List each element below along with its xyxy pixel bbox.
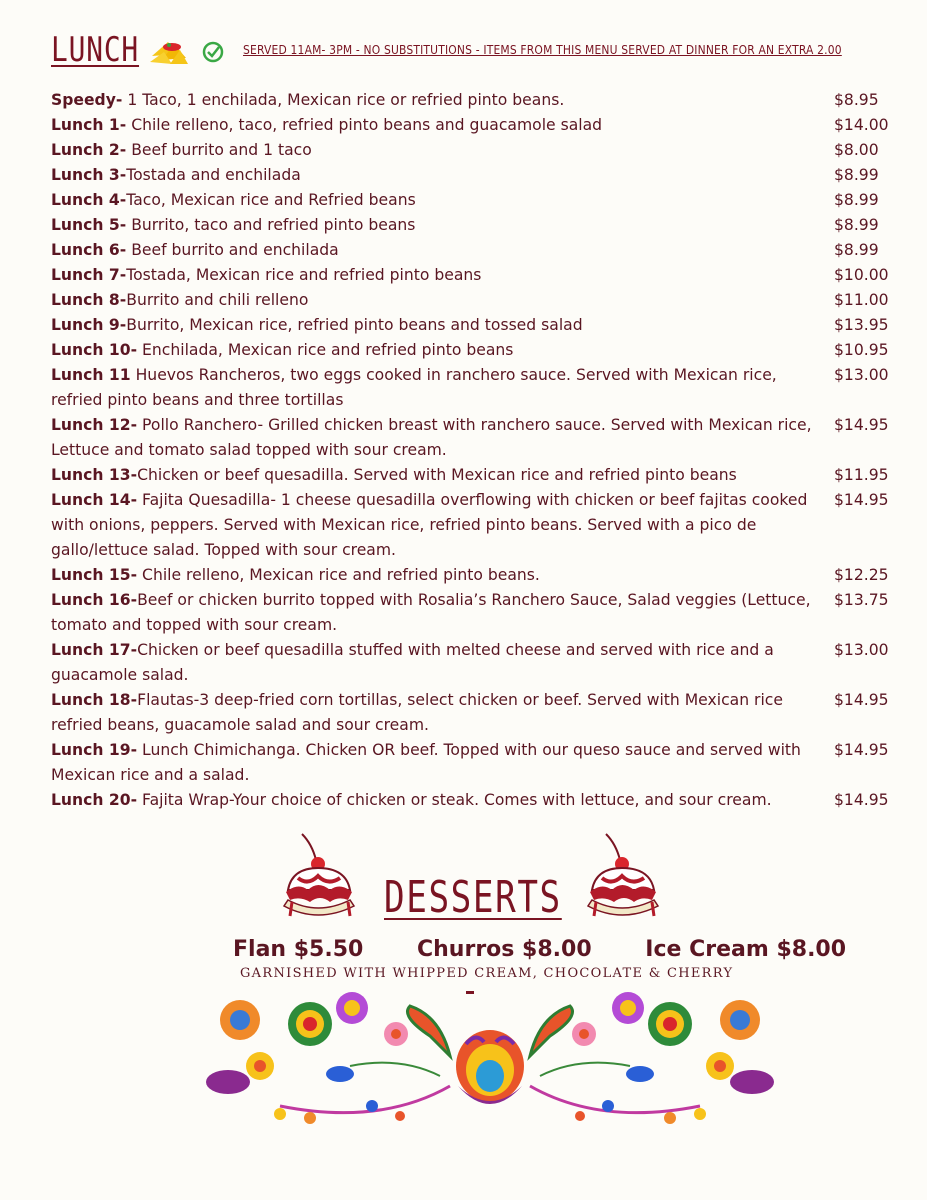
ice-cream-sundae-icon xyxy=(278,830,360,926)
menu-item-description: Lunch Chimichanga. Chicken OR beef. Topped with our queso sauce and served with Mexican rice and a salad. xyxy=(51,741,801,784)
menu-item-name: Lunch 5- xyxy=(51,216,127,234)
menu-item-text xyxy=(51,413,821,463)
menu-item-text xyxy=(51,738,821,788)
menu-item-price: $10.00 xyxy=(834,266,889,284)
menu-item-name: Lunch 12- xyxy=(51,416,138,434)
garnish-note: GARNISHED WITH WHIPPED CREAM, CHOCOLATE & CHERRY xyxy=(240,966,734,981)
menu-item xyxy=(51,138,896,163)
menu-item xyxy=(51,788,896,813)
menu-item-price: $14.00 xyxy=(834,116,889,134)
menu-item-description: Pollo Ranchero- Grilled chicken breast with ranchero sauce. Served with Mexican rice, Lettuce and tomato salad topped with sour cream. xyxy=(51,416,812,459)
menu-item-description: 1 Taco, 1 enchilada, Mexican rice or refried pinto beans. xyxy=(122,91,565,109)
menu-item-price: $13.00 xyxy=(834,641,889,659)
menu-item-price: $14.95 xyxy=(834,416,889,434)
menu-item-name: Lunch 2- xyxy=(51,141,127,159)
menu-item-price: $14.95 xyxy=(834,791,889,809)
ice-cream-price: Ice Cream $8.00 xyxy=(645,937,847,962)
menu-item-text xyxy=(51,588,821,638)
menu-item-text xyxy=(51,263,821,288)
menu-item-description: Fajita Quesadilla- 1 cheese quesadilla overflowing with chicken or beef fajitas cooked with onions, peppers. Served with Mexican rice, refried pinto beans. Served with a pico de gallo/lettuce salad. Topped with sour cream. xyxy=(51,491,808,559)
menu-item xyxy=(51,463,896,488)
lunch-header xyxy=(51,30,911,70)
menu-item-name: Lunch 20- xyxy=(51,791,138,809)
menu-item-description: Beef burrito and 1 taco xyxy=(126,141,312,159)
menu-item-text xyxy=(51,338,821,363)
menu-item-description: Fajita Wrap-Your choice of chicken or steak. Comes with lettuce, and sour cream. xyxy=(137,791,772,809)
nachos-check-icon xyxy=(148,34,228,68)
menu-item xyxy=(51,263,896,288)
menu-item xyxy=(51,363,896,413)
menu-item-price: $13.95 xyxy=(834,316,889,334)
lunch-title: LUNCH xyxy=(51,30,140,70)
menu-item-price: $13.75 xyxy=(834,591,889,609)
menu-item-text xyxy=(51,113,821,138)
menu-item-description: Beef or chicken burrito topped with Rosalia’s Ranchero Sauce, Salad veggies (Lettuce, tomato and topped with sour cream. xyxy=(51,591,811,634)
menu-item-description: Tostada and enchilada xyxy=(126,166,301,184)
menu-item xyxy=(51,313,896,338)
menu-item xyxy=(51,588,896,638)
menu-item-price: $8.99 xyxy=(834,216,879,234)
menu-item-text xyxy=(51,463,821,488)
menu-item-description: Chicken or beef quesadilla stuffed with melted cheese and served with rice and a guacamole salad. xyxy=(51,641,774,684)
menu-item-description: Burrito and chili relleno xyxy=(126,291,309,309)
menu-item-price: $11.95 xyxy=(834,466,889,484)
menu-item xyxy=(51,113,896,138)
menu-item xyxy=(51,488,896,563)
menu-item-price: $8.99 xyxy=(834,191,879,209)
menu-item-name: Lunch 8- xyxy=(51,291,127,309)
menu-item-text xyxy=(51,313,821,338)
menu-item-price: $14.95 xyxy=(834,741,889,759)
menu-item xyxy=(51,688,896,738)
menu-item-text xyxy=(51,788,821,813)
menu-item-price: $8.99 xyxy=(834,241,879,259)
menu-item-text xyxy=(51,688,821,738)
menu-item-description: Burrito, Mexican rice, refried pinto beans and tossed salad xyxy=(126,316,583,334)
menu-item-text xyxy=(51,163,821,188)
menu-item-price: $13.00 xyxy=(834,366,889,384)
menu-item-description: Chile relleno, taco, refried pinto beans and guacamole salad xyxy=(126,116,603,134)
menu-item xyxy=(51,738,896,788)
menu-item xyxy=(51,288,896,313)
menu-item-name: Lunch 19- xyxy=(51,741,138,759)
lunch-menu-list xyxy=(51,88,896,813)
menu-item xyxy=(51,638,896,688)
menu-item-text xyxy=(51,188,821,213)
menu-item-name: Lunch 17- xyxy=(51,641,138,659)
dessert-prices xyxy=(233,937,846,962)
menu-item-name: Lunch 16- xyxy=(51,591,138,609)
menu-item xyxy=(51,213,896,238)
menu-item xyxy=(51,563,896,588)
menu-item-price: $8.95 xyxy=(834,91,879,109)
menu-item-price: $8.00 xyxy=(834,141,879,159)
menu-item-name: Lunch 4- xyxy=(51,191,127,209)
ice-cream-sundae-icon xyxy=(582,830,664,926)
menu-item-text xyxy=(51,638,821,688)
menu-item-price: $8.99 xyxy=(834,166,879,184)
menu-item-description: Taco, Mexican rice and Refried beans xyxy=(126,191,416,209)
menu-item-price: $14.95 xyxy=(834,491,889,509)
menu-item-text xyxy=(51,88,821,113)
floral-decoration xyxy=(200,986,780,1136)
menu-item-price: $12.25 xyxy=(834,566,889,584)
menu-item-text xyxy=(51,363,821,413)
menu-item-text xyxy=(51,488,821,563)
menu-item-description: Tostada, Mexican rice and refried pinto beans xyxy=(126,266,482,284)
desserts-title: DESSERTS xyxy=(384,872,562,923)
menu-item-text xyxy=(51,563,821,588)
menu-item-text xyxy=(51,288,821,313)
menu-item xyxy=(51,238,896,263)
menu-item-description: Beef burrito and enchilada xyxy=(126,241,339,259)
menu-item-text xyxy=(51,138,821,163)
menu-item-description: Flautas-3 deep-fried corn tortillas, select chicken or beef. Served with Mexican rice refried beans, guacamole salad and sour cream. xyxy=(51,691,783,734)
menu-item-description: Chicken or beef quesadilla. Served with Mexican rice and refried pinto beans xyxy=(137,466,737,484)
menu-item-name: Lunch 3- xyxy=(51,166,127,184)
menu-item-name: Lunch 7- xyxy=(51,266,127,284)
menu-item-text xyxy=(51,238,821,263)
menu-item-name: Lunch 6- xyxy=(51,241,127,259)
menu-item-price: $14.95 xyxy=(834,691,889,709)
menu-item-description: Burrito, taco and refried pinto beans xyxy=(126,216,416,234)
menu-item xyxy=(51,338,896,363)
menu-item-description: Enchilada, Mexican rice and refried pinto beans xyxy=(137,341,514,359)
lunch-subtitle: SERVED 11AM- 3PM - NO SUBSTITUTIONS - ITEMS FROM THIS MENU SERVED AT DINNER FOR AN EXTRA 2.00 xyxy=(243,42,842,57)
menu-item-name: Lunch 1- xyxy=(51,116,127,134)
menu-item-name: Lunch 18- xyxy=(51,691,138,709)
menu-item-name: Lunch 15- xyxy=(51,566,138,584)
menu-item-text xyxy=(51,213,821,238)
menu-item-price: $11.00 xyxy=(834,291,889,309)
menu-item xyxy=(51,88,896,113)
menu-item-price: $10.95 xyxy=(834,341,889,359)
menu-item xyxy=(51,163,896,188)
menu-item-name: Lunch 10- xyxy=(51,341,138,359)
menu-item-description: Huevos Rancheros, two eggs cooked in ranchero sauce. Served with Mexican rice, refried pinto beans and three tortillas xyxy=(51,366,777,409)
menu-item-description: Chile relleno, Mexican rice and refried pinto beans. xyxy=(137,566,540,584)
menu-item xyxy=(51,413,896,463)
menu-item-name: Lunch 14- xyxy=(51,491,138,509)
menu-item-name: Speedy- xyxy=(51,91,123,109)
churros-price: Churros $8.00 xyxy=(417,937,592,962)
menu-item-name: Lunch 9- xyxy=(51,316,127,334)
flan-price: Flan $5.50 xyxy=(233,937,364,962)
menu-item xyxy=(51,188,896,213)
menu-item-name: Lunch 13- xyxy=(51,466,138,484)
menu-item-name: Lunch 11 xyxy=(51,366,131,384)
